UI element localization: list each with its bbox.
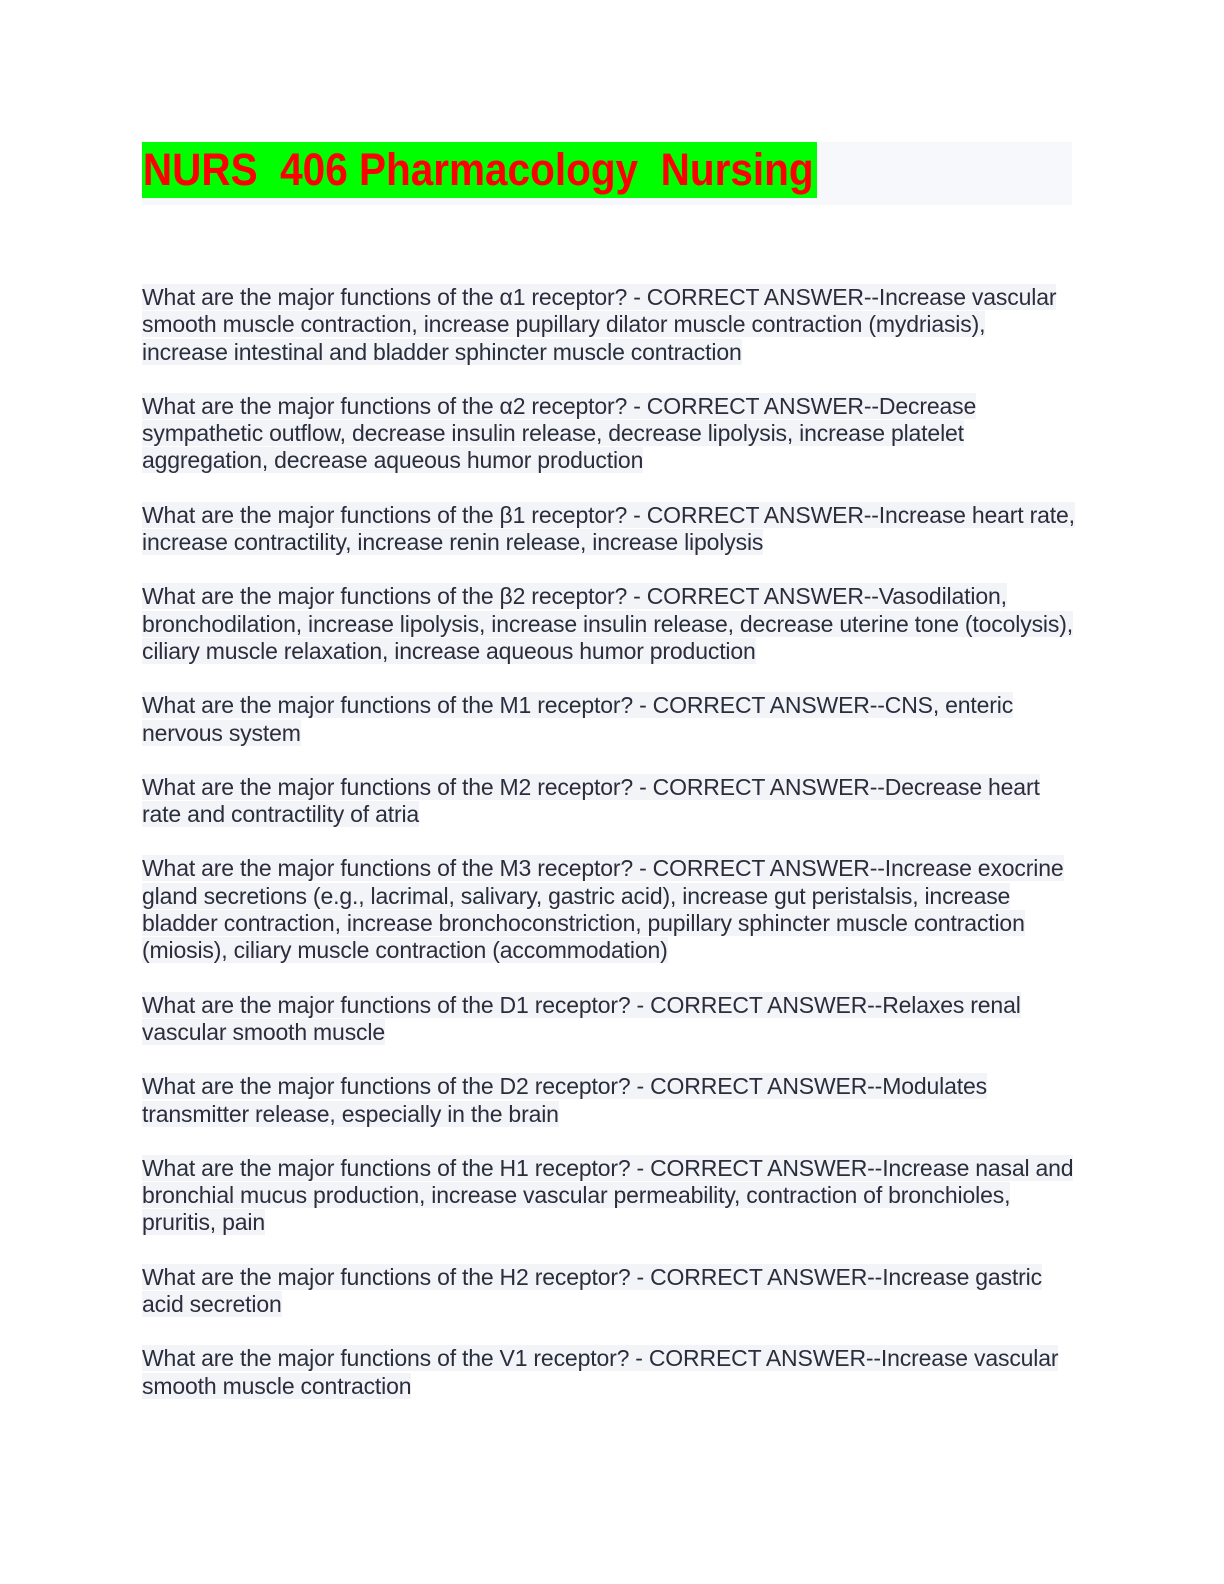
- qa-item-beta1: [142, 502, 1077, 557]
- qa-text: What are the major functions of the α1 receptor? - CORRECT ANSWER--Increase vascular smooth muscle contraction, increase pupillary dilator muscle contraction (mydriasis), increase intestinal and bladder sphincter muscle contraction: [142, 284, 1057, 365]
- qa-item-beta2: [142, 583, 1077, 665]
- qa-text: What are the major functions of the α2 receptor? - CORRECT ANSWER--Decrease sympathetic outflow, decrease insulin release, decrease lipolysis, increase platelet aggregation, decrease aqueous humor production: [142, 392, 977, 474]
- qa-item-m1: [142, 692, 1077, 747]
- qa-item-d1: [142, 992, 1077, 1047]
- qa-item-h2: [142, 1264, 1077, 1319]
- qa-text: What are the major functions of the M1 receptor? - CORRECT ANSWER--CNS, enteric nervous system: [142, 692, 1014, 746]
- qa-text: What are the major functions of the D1 receptor? - CORRECT ANSWER--Relaxes renal vascular smooth muscle: [142, 991, 1021, 1045]
- qa-item-m3: [142, 855, 1077, 964]
- qa-text: What are the major functions of the M2 receptor? - CORRECT ANSWER--Decrease heart rate and contractility of atria: [142, 773, 1040, 828]
- qa-text: What are the major functions of the D2 receptor? - CORRECT ANSWER--Modulates transmitter release, especially in the brain: [142, 1073, 987, 1127]
- qa-item-m2: [142, 774, 1077, 829]
- qa-text: What are the major functions of the M3 receptor? - CORRECT ANSWER--Increase exocrine gland secretions (e.g., lacrimal, salivary, gastric acid), increase gut peristalsis, increase bladder contraction, increase bronchoconstriction, pupillary sphincter muscle contraction (miosis), ciliary muscle contraction (accommodation): [142, 855, 1064, 964]
- qa-item-h1: [142, 1155, 1077, 1237]
- document-title: NURS 406 Pharmacology Nursing: [142, 142, 817, 198]
- qa-item-v1: [142, 1345, 1077, 1400]
- qa-item-d2: [142, 1073, 1077, 1128]
- qa-text: What are the major functions of the H1 receptor? - CORRECT ANSWER--Increase nasal and bronchial mucus production, increase vascular permeability, contraction of bronchioles, pruritis, pain: [142, 1154, 1074, 1236]
- qa-text: What are the major functions of the V1 receptor? - CORRECT ANSWER--Increase vascular smooth muscle contraction: [142, 1345, 1059, 1399]
- qa-list: [142, 284, 1077, 1427]
- qa-text: What are the major functions of the β1 receptor? - CORRECT ANSWER--Increase heart rate, increase contractility, increase renin release, increase lipolysis: [142, 501, 1075, 556]
- qa-text: What are the major functions of the H2 receptor? - CORRECT ANSWER--Increase gastric acid secretion: [142, 1263, 1042, 1318]
- qa-text: What are the major functions of the β2 receptor? - CORRECT ANSWER--Vasodilation, bronchodilation, increase lipolysis, increase insulin release, decrease uterine tone (tocolysis), ciliary muscle relaxation, increase aqueous humor production: [142, 583, 1073, 664]
- qa-item-alpha2: [142, 393, 1077, 475]
- qa-item-alpha1: [142, 284, 1077, 366]
